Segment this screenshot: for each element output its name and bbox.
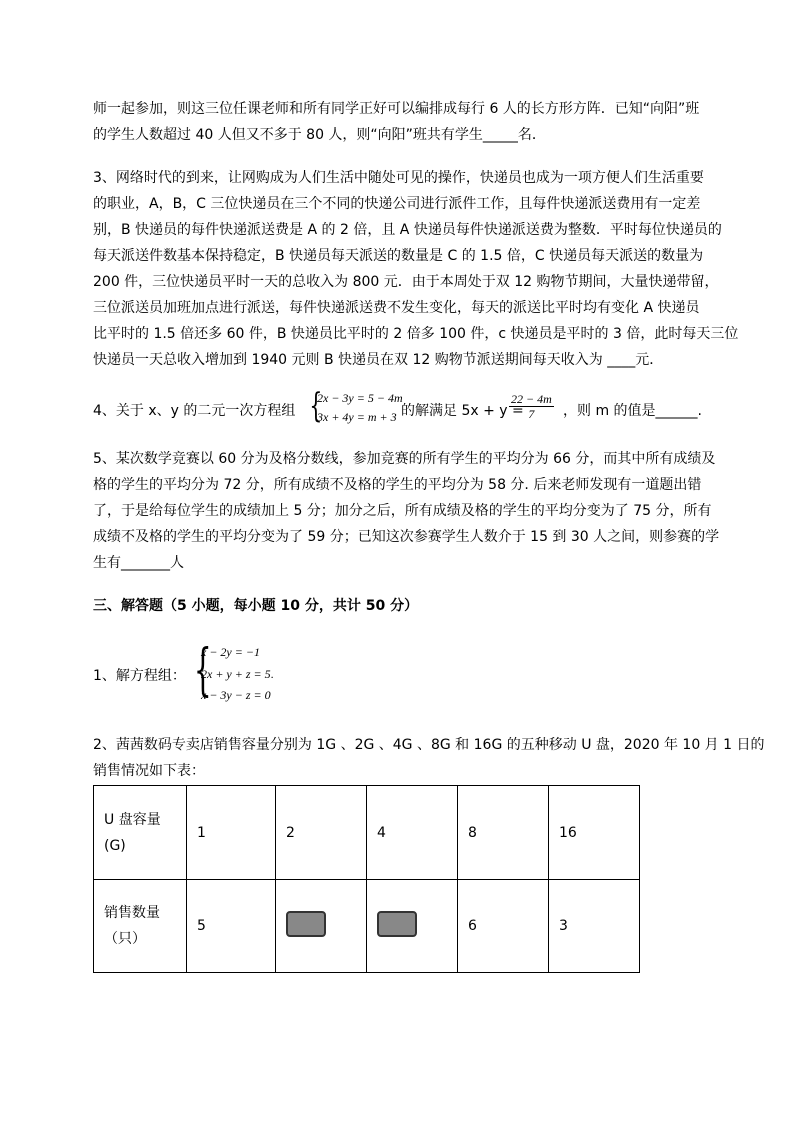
q4-middle: 的解满足 5x + y = — [401, 403, 524, 419]
table-header-cell — [94, 880, 187, 973]
s2-line-2: 销售情况如下表： — [93, 763, 205, 779]
q5-line: 成绩不及格的学生的平均分变为了 59 分；已知这次参赛学生人数介于 15 到 30 人之间，则参赛的学 — [93, 529, 720, 545]
brace-icon: { — [193, 638, 212, 703]
table-cell: 3 — [549, 880, 640, 973]
q3-line: 比平时的 1.5 倍还多 60 件，B 快递员比平时的 2 倍多 100 件，c 快递员是平时的 3 倍，此时每天三位 — [93, 326, 739, 342]
q4-fraction-denominator: 7 — [528, 407, 535, 421]
table-cell: 4 — [367, 786, 458, 880]
q4-suffix: ，则 m 的值是______. — [563, 403, 702, 419]
q3-line: 3、网络时代的到来，让网购成为人们生活中随处可见的操作，快递员也成为一项方便人们生活重要 — [93, 170, 704, 186]
s2-line-1: 2、茜茜数码专卖店销售容量分别为 1G 、2G 、4G 、8G 和 16G 的五种移动 U 盘，2020 年 10 月 1 日的 — [93, 737, 765, 753]
q3-line: 别，B 快递员的每件快递派送费是 A 的 2 倍，且 A 快递员每件快递派送费为整数．平时每位快递员的 — [93, 222, 722, 238]
s1-eq1: x − 2y = −1 — [201, 645, 260, 659]
s1-eq2: 2x + y + z = 5. — [201, 667, 274, 681]
q3-line: 每天派送件数基本保持稳定，B 快递员每天派送的数量是 C 的 1.5 倍，C 快递员每天派送的数量为 — [93, 248, 704, 264]
q4-fraction — [509, 392, 554, 421]
header-label-line-2: (G) — [104, 837, 126, 854]
table-cell — [367, 880, 458, 973]
q2-tail-line-1: 师一起参加，则这三位任课老师和所有同学正好可以编排成每行 6 人的长方形方阵．已知“向阳”班 — [93, 101, 700, 117]
s1-eq3: x − 3y − z = 0 — [201, 688, 271, 702]
s1-equation-system — [187, 640, 387, 704]
solve-problem-1 — [93, 640, 393, 704]
hidden-value-box — [286, 911, 326, 937]
table-cell: 5 — [187, 880, 276, 973]
table-cell: 16 — [549, 786, 640, 880]
q5-line: 格的学生的平均分为 72 分，所有成绩不及格的学生的平均分为 58 分. 后来老师发现有一道题出错 — [93, 477, 702, 493]
q2-tail-line-2: 的学生人数超过 40 人但又不多于 80 人，则“向阳”班共有学生_____名． — [93, 127, 546, 143]
brace-icon: { — [309, 386, 323, 426]
sales-table — [93, 785, 640, 973]
table-cell — [276, 880, 367, 973]
question-4 — [93, 388, 733, 432]
table-row — [94, 880, 640, 973]
table-row — [94, 786, 640, 880]
header-label-line-1: U 盘容量 — [104, 811, 161, 828]
q5-line: 生有_______人 — [93, 555, 184, 571]
q4-eq2: 3x + 4y = m + 3 — [317, 410, 397, 424]
q3-line: 三位派送员加班加点进行派送，每件快递派送费不发生变化，每天的派送比平时均有变化 A 快递员 — [93, 300, 700, 316]
q4-fraction-numerator: 22 − 4m — [511, 392, 552, 406]
q3-line: 快递员一天总收入增加到 1940 元则 B 快递员在双 12 购物节派送期间每天收入为 ____元． — [93, 352, 664, 368]
row-label-line-2: （只） — [104, 931, 146, 947]
table-cell: 2 — [276, 786, 367, 880]
q4-prefix: 4、关于 x、y 的二元一次方程组 — [93, 403, 296, 419]
table-cell: 6 — [458, 880, 549, 973]
q5-line: 了，于是给每位学生的成绩加上 5 分；加分之后，所有成绩及格的学生的平均分变为了 75 分，所有 — [93, 503, 712, 519]
hidden-value-box — [377, 911, 417, 937]
q4-equation-system — [305, 388, 405, 428]
q3-line: 200 件，三位快递员平时一天的总收入为 800 元．由于本周处于双 12 购物节期间，大量快递带留， — [93, 274, 719, 290]
s1-prefix: 1、解方程组： — [93, 668, 186, 684]
section-3-heading: 三、解答题（5 小题，每小题 10 分，共计 50 分） — [93, 598, 419, 614]
table-cell: 1 — [187, 786, 276, 880]
row-label-line-1: 销售数量 — [104, 905, 160, 921]
table-cell: 8 — [458, 786, 549, 880]
q4-eq1: 2x − 3y = 5 − 4m — [317, 391, 403, 405]
q3-line: 的职业，A，B，C 三位快递员在三个不同的快递公司进行派件工作，且每件快递派送费用有一定差 — [93, 196, 701, 212]
table-header-cell — [94, 786, 187, 880]
q5-line: 5、某次数学竞赛以 60 分为及格分数线，参加竞赛的所有学生的平均分为 66 分，而其中所有成绩及 — [93, 451, 716, 467]
